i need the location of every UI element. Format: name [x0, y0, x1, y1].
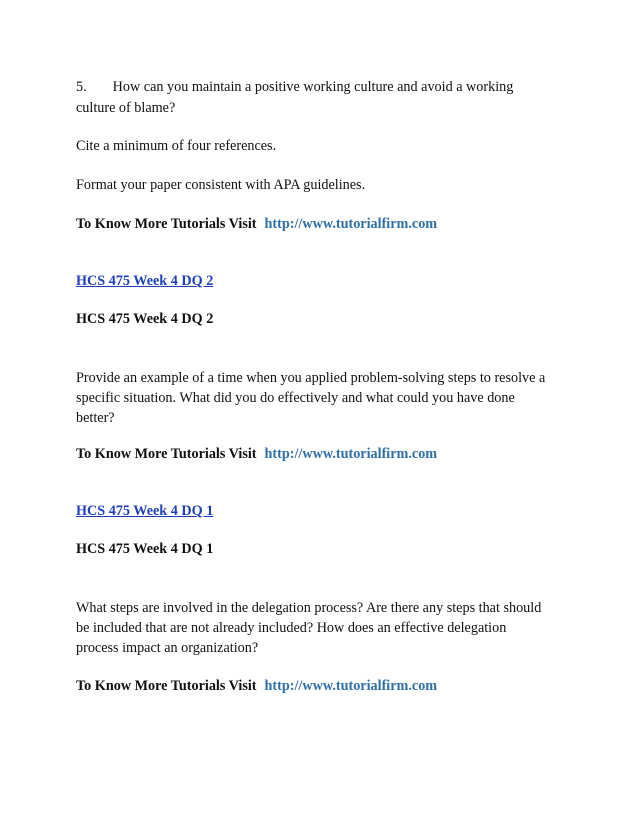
dq1-link-title[interactable]: HCS 475 Week 4 DQ 1 — [76, 503, 214, 519]
question-number: 5. — [76, 79, 87, 95]
cta-line-3 — [76, 676, 437, 696]
dq1-body-line-1: What steps are involved in the delegation process? Are there any steps that should — [76, 600, 542, 616]
cta-url[interactable]: http://www.tutorialfirm.com — [264, 446, 438, 462]
dq2-body-line-2: specific situation. What did you do effectively and what could you have done — [76, 390, 515, 406]
dq2-body-line-1: Provide an example of a time when you applied problem-solving steps to resolve a — [76, 370, 546, 386]
question-5-line-1 — [76, 77, 513, 97]
dq1-heading: HCS 475 Week 4 DQ 1 — [76, 541, 214, 557]
cta-url[interactable]: http://www.tutorialfirm.com — [264, 678, 438, 694]
dq1-body-line-2: be included that are not already included? How does an effective delegation — [76, 620, 507, 636]
cta-url[interactable]: http://www.tutorialfirm.com — [264, 216, 438, 232]
format-instruction: Format your paper consistent with APA guidelines. — [76, 177, 366, 193]
dq2-link-title[interactable]: HCS 475 Week 4 DQ 2 — [76, 273, 214, 289]
dq1-body-line-3: process impact an organization? — [76, 640, 259, 656]
cta-line-2 — [76, 444, 437, 464]
cta-label: To Know More Tutorials Visit — [76, 446, 257, 462]
dq2-body-line-3: better? — [76, 410, 115, 426]
cta-line-1 — [76, 214, 437, 234]
dq2-heading: HCS 475 Week 4 DQ 2 — [76, 311, 214, 327]
question-5-text-line-1: How can you maintain a positive working culture and avoid a working — [112, 79, 514, 95]
cta-label: To Know More Tutorials Visit — [76, 678, 257, 694]
question-5-line-2: culture of blame? — [76, 100, 176, 116]
cite-instruction: Cite a minimum of four references. — [76, 138, 277, 154]
cta-label: To Know More Tutorials Visit — [76, 216, 257, 232]
